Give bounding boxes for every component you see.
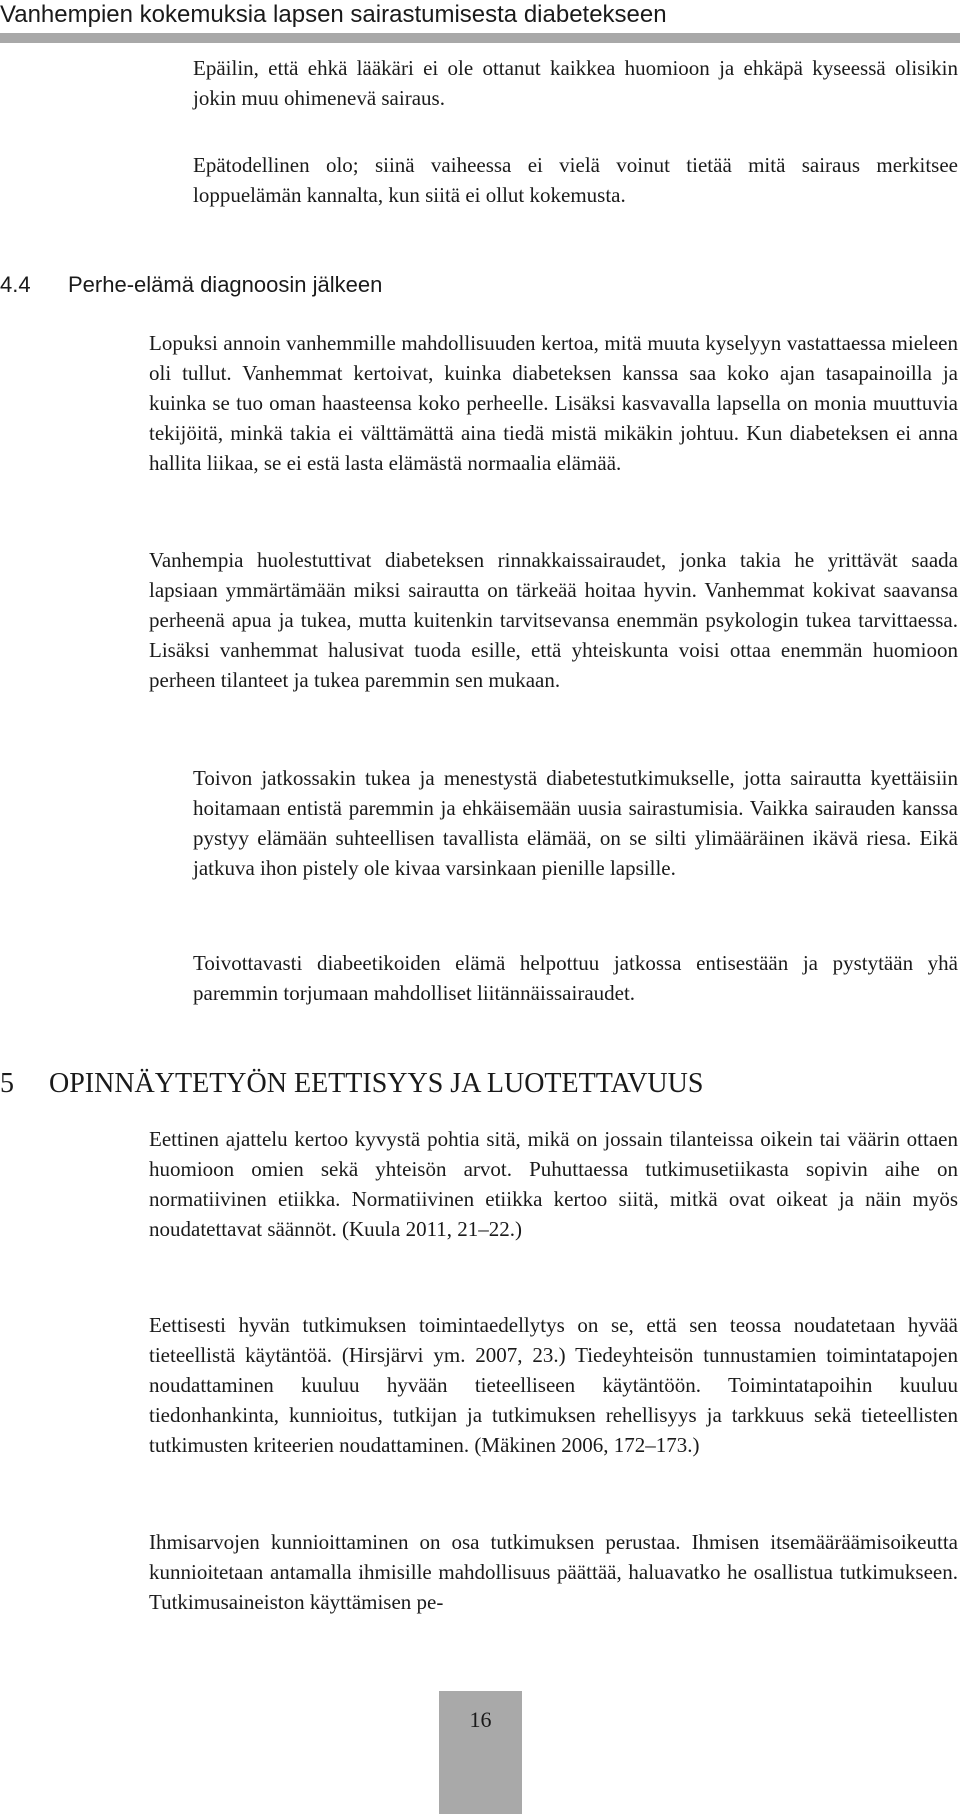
quote-paragraph: Toivottavasti diabeetikoiden elämä helpottuu jatkossa entisestään ja pystytään yhä paremmin torjumaan mahdolliset liitännäissairaudet. bbox=[193, 951, 958, 1006]
body-paragraph: Vanhempia huolestuttivat diabeteksen rinnakkaissairaudet, jonka takia he yrittävät saada lapsiaan ymmärtämään miksi sairautta on tärkeää hoitaa hyvin. Vanhemmat kokivat saavansa perheenä apua ja tukea, mutta kuitenkin tarvitsevansa enemmän psykologin tukea tarvittaessa. Lisäksi vanhemmat halusivat tuoda esille, että yhteiskunta voisi ottaa enemmän huomioon perheen tilanteet ja tukea paremmin sen mukaan. bbox=[149, 548, 958, 693]
section-heading-4-4 bbox=[0, 270, 382, 300]
section-number: 5 bbox=[0, 1068, 14, 1099]
body-paragraph: Ihmisarvojen kunnioittaminen on osa tutkimuksen perustaa. Ihmisen itsemääräämisoikeutta kunnioitetaan antamalla ihmisille mahdollisuus päättää, haluavatko he osallistua tutkimukseen. Tutkimusaineiston käyttämisen pe- bbox=[149, 1530, 958, 1615]
body-paragraph: Lopuksi annoin vanhemmille mahdollisuuden kertoa, mitä muuta kyselyyn vastattaessa mieleen oli tullut. Vanhemmat kertoivat, kuinka diabeteksen kanssa saa koko ajan tasapainoilla ja kuinka se tuo oman haasteensa koko perheelle. Lisäksi kasvavalla lapsella on monia muuttuvia tekijöitä, minkä takia ei välttämättä aina tiedä mistä mikäkin johtuu. Kun diabeteksen ei anna hallita liikaa, se ei estä lasta elämästä normaalia elämää. bbox=[149, 331, 958, 476]
quote-paragraph: Toivon jatkossakin tukea ja menestystä diabetestutkimukselle, jotta sairautta kyettäisiin hoitamaan entistä paremmin ja ehkäisemään uusia sairastumisia. Vaikka sairauden kanssa pystyy elämään suhteellisen tavallista elämää, on se silti ylimääräinen ikävä riesa. Eikä jatkuva ihon pistely ole kivaa varsinkaan pienille lapsille. bbox=[193, 766, 958, 881]
section-title: Perhe-elämä diagnoosin jälkeen bbox=[68, 272, 383, 297]
body-paragraph: Eettinen ajattelu kertoo kyvystä pohtia sitä, mikä on jossain tilanteissa oikein tai väärin ottaen huomioon omien sekä yhteisön arvot. Puhuttaessa tutkimusetiikasta sopivin aihe on normatiivinen etiikka. Normatiivinen etiikka kertoo siitä, mitkä ovat oikeat ja näin myös noudatettavat säännöt. (Kuula 2011, 21–22.) bbox=[149, 1127, 958, 1242]
section-title: OPINNÄYTETYÖN EETTISYYS JA LUOTETTAVUUS bbox=[49, 1068, 704, 1099]
running-header bbox=[0, 0, 960, 44]
running-header-title: Vanhempien kokemuksia lapsen sairastumisesta diabetekseen bbox=[0, 1, 667, 28]
header-rule bbox=[0, 33, 960, 43]
quote-paragraph: Epäilin, että ehkä lääkäri ei ole ottanut kaikkea huomioon ja ehkäpä kyseessä olisikin jokin muu ohimenevä sairaus. bbox=[193, 56, 958, 111]
quote-paragraph: Epätodellinen olo; siinä vaiheessa ei vielä voinut tietää mitä sairaus merkitsee loppuelämän kannalta, kun siitä ei ollut kokemusta. bbox=[193, 153, 958, 208]
page-number-box bbox=[439, 1691, 522, 1814]
page-number: 16 bbox=[469, 1707, 492, 1732]
section-heading-5 bbox=[0, 1067, 703, 1101]
body-paragraph: Eettisesti hyvän tutkimuksen toimintaedellytys on se, että sen teossa noudatetaan hyvää tieteellistä käytäntöä. (Hirsjärvi ym. 2007, 23.) Tiedeyhteisön tunnustamien toimintatapojen noudattaminen kuuluu hyvään tieteelliseen käytäntöön. Toimintatapoihin kuuluu tiedonhankinta, kunnioitus, tutkijan ja tutkimuksen rehellisyys ja tarkkuus sekä tieteellisten tutkimusten kriteerien noudattaminen. (Mäkinen 2006, 172–173.) bbox=[149, 1313, 958, 1458]
section-number: 4.4 bbox=[0, 272, 31, 297]
